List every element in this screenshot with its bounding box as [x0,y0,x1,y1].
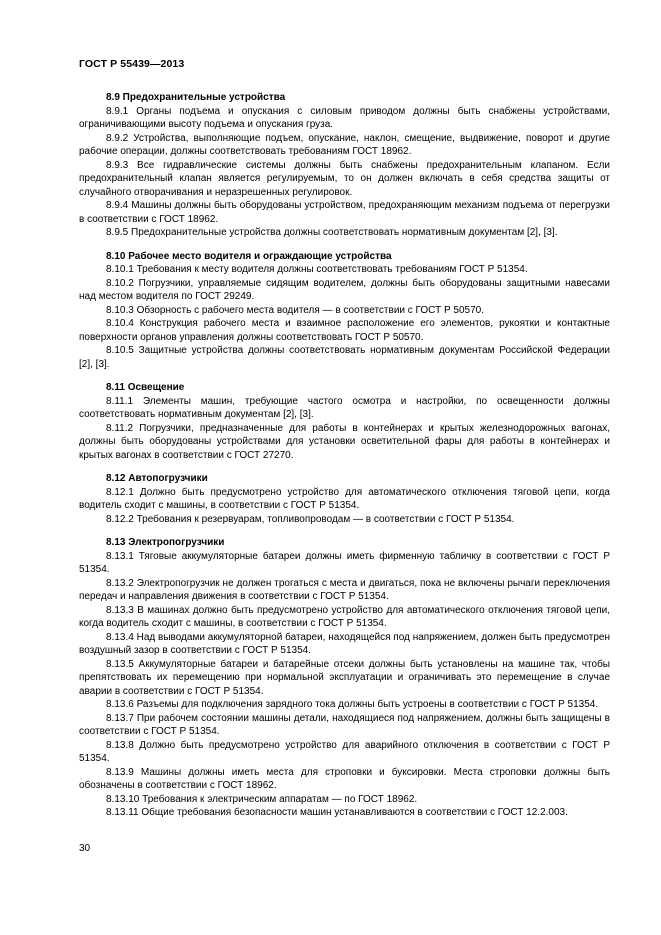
paragraph: 8.10.2 Погрузчики, управляемые сидящим водителем, должны быть оборудованы защитными навесами над местом водителя по ГОСТ 29249. [79,277,610,302]
section-8-10 [79,250,610,372]
document-body [79,91,610,820]
paragraph: 8.13.2 Электропогрузчик не должен трогаться с места и двигаться, пока не включены рычаги переключения передач и направления движения в соответствии с ГОСТ Р 51354. [79,577,610,602]
paragraph: 8.9.4 Машины должны быть оборудованы устройством, предохраняющим механизм подъема от перегрузки в соответствии с ГОСТ 18962. [79,200,610,225]
paragraph: 8.9.2 Устройства, выполняющие подъем, опускание, наклон, смещение, выдвижение, поворот и другие рабочие операции, должны соответствовать требованиям ГОСТ 18962. [79,132,610,157]
section-heading: 8.10 Рабочее место водителя и ограждающие устройства [106,250,392,262]
page-number: 30 [79,843,91,854]
paragraph: 8.12.2 Требования к резервуарам, топливопроводам — в соответствии с ГОСТ Р 51354. [106,513,515,525]
section-heading: 8.12 Автопогрузчики [106,473,208,484]
section-heading: 8.9 Предохранительные устройства [106,92,286,103]
paragraph: 8.13.8 Должно быть предусмотрено устройство для аварийного отключения в соответствии с ГОСТ Р 51354. [79,739,610,764]
paragraph: 8.13.10 Требования к электрическим аппаратам — по ГОСТ 18962. [106,793,418,805]
paragraph: 8.10.5 Защитные устройства должны соответствовать нормативным документам Российской Федерации [2], [3]. [79,345,610,370]
paragraph: 8.9.5 Предохранительные устройства должны соответствовать нормативным документам [2], [3]. [106,227,558,238]
document-code-header: ГОСТ Р 55439—2013 [79,58,185,70]
paragraph: 8.13.11 Общие требования безопасности машин устанавливаются в соответствии с ГОСТ 12.2.003. [106,807,568,818]
paragraph: 8.13.3 В машинах должно быть предусмотрено устройство для автоматического отключения тяговой цепи, когда водитель сходит с машины, в соответствии с ГОСТ Р 51354. [79,604,610,629]
paragraph: 8.12.1 Должно быть предусмотрено устройство для автоматического отключения тяговой цепи, когда водитель сходит с машины, в соответствии с ГОСТ Р 51354. [79,486,610,511]
section-8-9 [79,91,610,240]
paragraph: 8.10.4 Конструкция рабочего места и взаимное расположение его элементов, рукоятки и контактные поверхности органов управления должны соответствовать ГОСТ Р 50570. [79,318,610,343]
paragraph: 8.9.1 Органы подъема и опускания с силовым приводом должны быть снабжены устройствами, ограничивающими высоту подъема и опускания груза. [79,105,610,130]
paragraph: 8.13.7 При рабочем состоянии машины детали, находящиеся под напряжением, должны быть защищены в соответствии с ГОСТ Р 51354. [79,712,610,737]
paragraph: 8.13.5 Аккумуляторные батареи и батарейные отсеки должны быть установлены на машине так, чтобы препятствовать их перемещению при нормальной эксплуатации и ограничивать это перемещение в случае аварии в соответствии с ГОСТ Р 51354. [79,658,610,697]
paragraph: 8.9.3 Все гидравлические системы должны быть снабжены предохранительным клапаном. Если предохранительный клапан является регулируемым, то он должен включать в себя средства защиты от случайного отворачивания и неразрешенных регулировок. [79,159,610,198]
paragraph: 8.10.1 Требования к месту водителя должны соответствовать требованиям ГОСТ Р 51354. [106,264,528,275]
section-8-11 [79,381,610,462]
paragraph: 8.11.1 Элементы машин, требующие частого осмотра и настройки, по освещенности должны соответствовать нормативным документам [2], [3]. [79,395,610,420]
paragraph: 8.13.6 Разъемы для подключения зарядного тока должны быть устроены в соответствии с ГОСТ Р 51354. [106,699,599,710]
section-heading: 8.11 Освещение [106,382,185,393]
paragraph: 8.13.1 Тяговые аккумуляторные батареи должны иметь фирменную табличку в соответствии с ГОСТ Р 51354. [79,550,610,575]
section-8-13 [79,536,610,820]
paragraph: 8.13.4 Над выводами аккумуляторной батареи, находящейся под напряжением, должен быть предусмотрен воздушный зазор в соответствии с ГОСТ Р 51354. [79,631,610,656]
paragraph: 8.10.3 Обзорность с рабочего места водителя — в соответствии с ГОСТ Р 50570. [106,304,484,316]
paragraph: 8.13.9 Машины должны иметь места для строповки и буксировки. Места строповки должны быть обозначены в соответствии с ГОСТ 18962. [79,766,610,791]
paragraph: 8.11.2 Погрузчики, предназначенные для работы в контейнерах и крытых железнодорожных вагонах, должны быть оборудованы устройствами для установки осветительной фары для работы в контейнерах и крытых вагонах в соответствии с ГОСТ 27270. [79,422,610,461]
section-heading: 8.13 Электропогрузчики [106,537,225,548]
section-8-12 [79,472,610,526]
